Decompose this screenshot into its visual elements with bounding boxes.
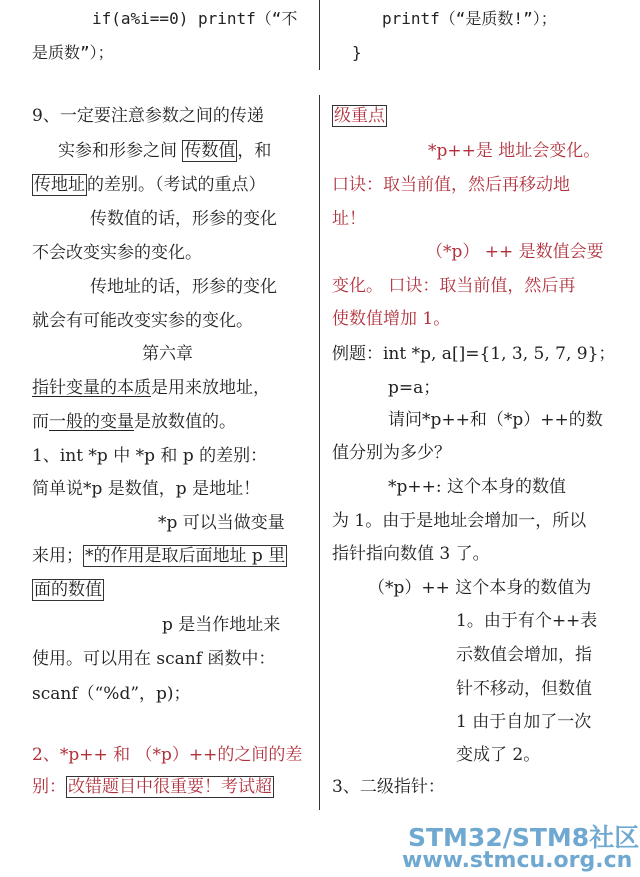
question-2-line-2 — [32, 776, 274, 798]
right-line-21: 3、二级指针： — [332, 777, 445, 797]
right-line-13: 为 1。由于是地址会增加一，所以 — [332, 511, 587, 531]
chapter-6-line-4: 简单说*p 是数值，p 是地址！ — [32, 479, 261, 499]
code-line-if: if(a%i==0) printf（“不 — [92, 9, 298, 28]
underlined-term-normal-variable: 一般的变量 — [49, 412, 134, 432]
watermark-url: www.stmcu.org.cn — [402, 848, 633, 873]
code-line-printf-not-prime: 是质数”）； — [32, 43, 114, 62]
chapter-6-line-10: scanf（“%d”，p)； — [32, 684, 191, 704]
text-segment: 而 — [32, 412, 49, 432]
chapter-6-line-3: 1、int *p 中 *p 和 p 的差别： — [32, 446, 268, 466]
code-line-closing-brace: } — [352, 43, 362, 62]
boxed-text-key-point: 级重点 — [334, 106, 385, 126]
watermark-community-name: STM32/STM8社区 — [408, 823, 640, 852]
right-line-16: 1。由于有个++表 — [456, 611, 598, 631]
right-line-19: 1 由于自加了一次 — [456, 712, 592, 732]
right-line-17: 示数值会增加，指 — [456, 645, 592, 665]
right-line-4: 址！ — [332, 209, 366, 229]
chapter-6-line-9: 使用。可以用在 scanf 函数中： — [32, 649, 276, 669]
chapter-6-line-6 — [32, 545, 287, 567]
main-column-divider — [319, 95, 320, 810]
right-line-3: 口诀：取当前值，然后再移动地 — [332, 175, 570, 195]
right-line-11: 值分别为多少？ — [332, 443, 451, 463]
text-segment: 的差别。（考试的重点） — [87, 175, 266, 195]
chapter-6-line-8: p 是当作地址来 — [162, 615, 281, 635]
right-line-8: 例题：int *p, a[]={1, 3, 5, 7, 9}； — [332, 344, 616, 364]
section-9-line-2 — [58, 140, 271, 162]
chapter-6-line-2 — [32, 411, 236, 433]
section-9-line-4: 传数值的话，形参的变化 — [90, 209, 277, 229]
chapter-6-line-5: *p 可以当做变量 — [158, 513, 285, 533]
right-line-2: *p++是 地址会变化。 — [428, 141, 601, 161]
text-segment: 别： — [32, 777, 66, 797]
text-segment: 是放数值的。 — [134, 412, 236, 432]
section-9-line-3 — [32, 174, 266, 196]
boxed-text-deref-line-1: *的作用是取后面地址 p 里 — [85, 546, 286, 566]
right-line-5: （*p） ++ 是数值会要 — [426, 242, 604, 262]
underlined-term-pointer-essence: 指针变量的本质 — [32, 378, 151, 398]
code-line-printf-prime: printf（“是质数!”）； — [382, 9, 557, 28]
text-segment: 是用来放地址， — [151, 378, 270, 398]
text-segment: ，和 — [237, 141, 272, 161]
right-line-15: （*p）++ 这个本身的数值为 — [368, 578, 592, 598]
right-line-1 — [332, 105, 387, 127]
right-line-10: 请问*p++和（*p）++的数 — [388, 410, 603, 430]
right-line-7: 使数值增加 1。 — [332, 309, 451, 329]
right-line-12: *p++: 这个本身的数值 — [388, 477, 567, 497]
right-line-6: 变化。 口诀：取当前值，然后再 — [332, 276, 576, 296]
boxed-term-pass-value: 传数值 — [184, 141, 236, 161]
chapter-6-title: 第六章 — [142, 344, 193, 364]
right-line-14: 指针指向数值 3 了。 — [332, 544, 490, 564]
right-line-20: 变成了 2。 — [456, 745, 541, 765]
boxed-term-pass-address: 传地址 — [34, 175, 85, 195]
text-segment: 来用； — [32, 546, 83, 566]
section-9-line-5: 不会改变实参的变化。 — [32, 243, 202, 263]
section-9-line-6: 传地址的话，形参的变化 — [90, 277, 277, 297]
right-line-9: p=a； — [388, 378, 441, 398]
boxed-text-deref-line-2: 面的数值 — [34, 580, 102, 600]
text-segment: 实参和形参之间 — [58, 141, 183, 161]
question-2-line-1: 2、*p++ 和 （*p）++的之间的差 — [32, 745, 303, 765]
right-line-18: 针不移动，但数值 — [456, 679, 592, 699]
boxed-text-important: 改错题目中很重要！考试超 — [68, 777, 272, 797]
top-column-divider — [319, 0, 320, 70]
section-9-line-7: 就会有可能改变实参的变化。 — [32, 311, 253, 331]
chapter-6-line-7 — [32, 579, 104, 601]
chapter-6-line-1 — [32, 377, 270, 399]
section-9-heading: 9、一定要注意参数之间的传递 — [32, 106, 264, 126]
